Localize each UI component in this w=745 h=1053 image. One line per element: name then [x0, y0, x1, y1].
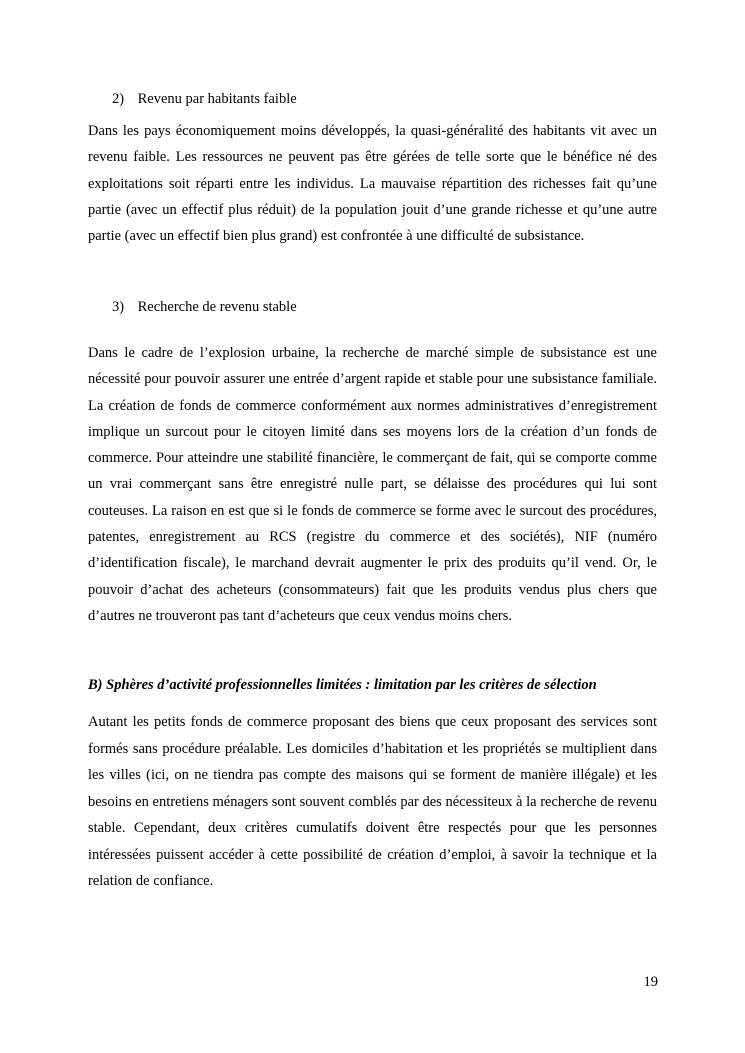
heading-number: 2) [112, 91, 125, 107]
paragraph-revenu-faible: Dans les pays économiquement moins développés, la quasi-généralité des habitants vit avec un revenu faible. Les ressources ne peuvent pas être gérées de telle sorte que le bénéfice né des exploitations soit réparti entre les individus. La mauvaise répartition des richesses fait qu’une partie (avec un effectif plus réduit) de la population jouit d’une grande richesse et qu’une autre partie (avec un effectif bien plus grand) est confrontée à une difficulté de subsistance. [88, 123, 657, 245]
heading-revenu-stable [112, 298, 297, 316]
heading-title: Revenu par habitants faible [137, 91, 297, 107]
heading-number: 3) [112, 299, 125, 315]
page-number: 19 [643, 974, 658, 990]
heading-title: Recherche de revenu stable [137, 299, 297, 315]
section-b-title: B) Sphères d’activité professionnelles limitées : limitation par les critères de sélection [88, 677, 597, 693]
paragraph-revenu-stable: Dans le cadre de l’explosion urbaine, la recherche de marché simple de subsistance est une nécessité pour pouvoir assurer une entrée d’argent rapide et stable pour une subsistance familiale. La création de fonds de commerce conformément aux normes administratives d’enregistrement implique un surcout pour le citoyen limité dans ses moyens lors de la création d’un fonds de commerce. Pour atteindre une stabilité financière, le commerçant de fait, qui se comporte comme un vrai commerçant sans être enregistré nulle part, se délaisse des procédures qui lui sont couteuses. La raison en est que si le fonds de commerce se forme avec le surcout des procédures, patentes, enregistrement au RCS (registre du commerce et des sociétés), NIF (numéro d’identification fiscale), le marchand devrait augmenter le prix des produits qu’il vend. Or, le pouvoir d’achat des acheteurs (consommateurs) fait que les produits vendus plus chers que d’autres ne trouveront pas tant d’acheteurs que ceux vendus moins chers. [88, 345, 657, 624]
paragraph-section-b: Autant les petits fonds de commerce proposant des biens que ceux proposant des services sont formés sans procédure préalable. Les domiciles d’habitation et les propriétés se multiplient dans les villes (ici, on ne tiendra pas compte des maisons qui se forment de manière illégale) et les besoins en entretiens ménagers sont souvent comblés par des nécessiteux à la recherche de revenu stable. Cependant, deux critères cumulatifs doivent être respectés pour que les personnes intéressées puissent accéder à cette possibilité de création d’emploi, à savoir la technique et la relation de confiance. [88, 714, 657, 889]
heading-revenu-faible [112, 90, 297, 108]
